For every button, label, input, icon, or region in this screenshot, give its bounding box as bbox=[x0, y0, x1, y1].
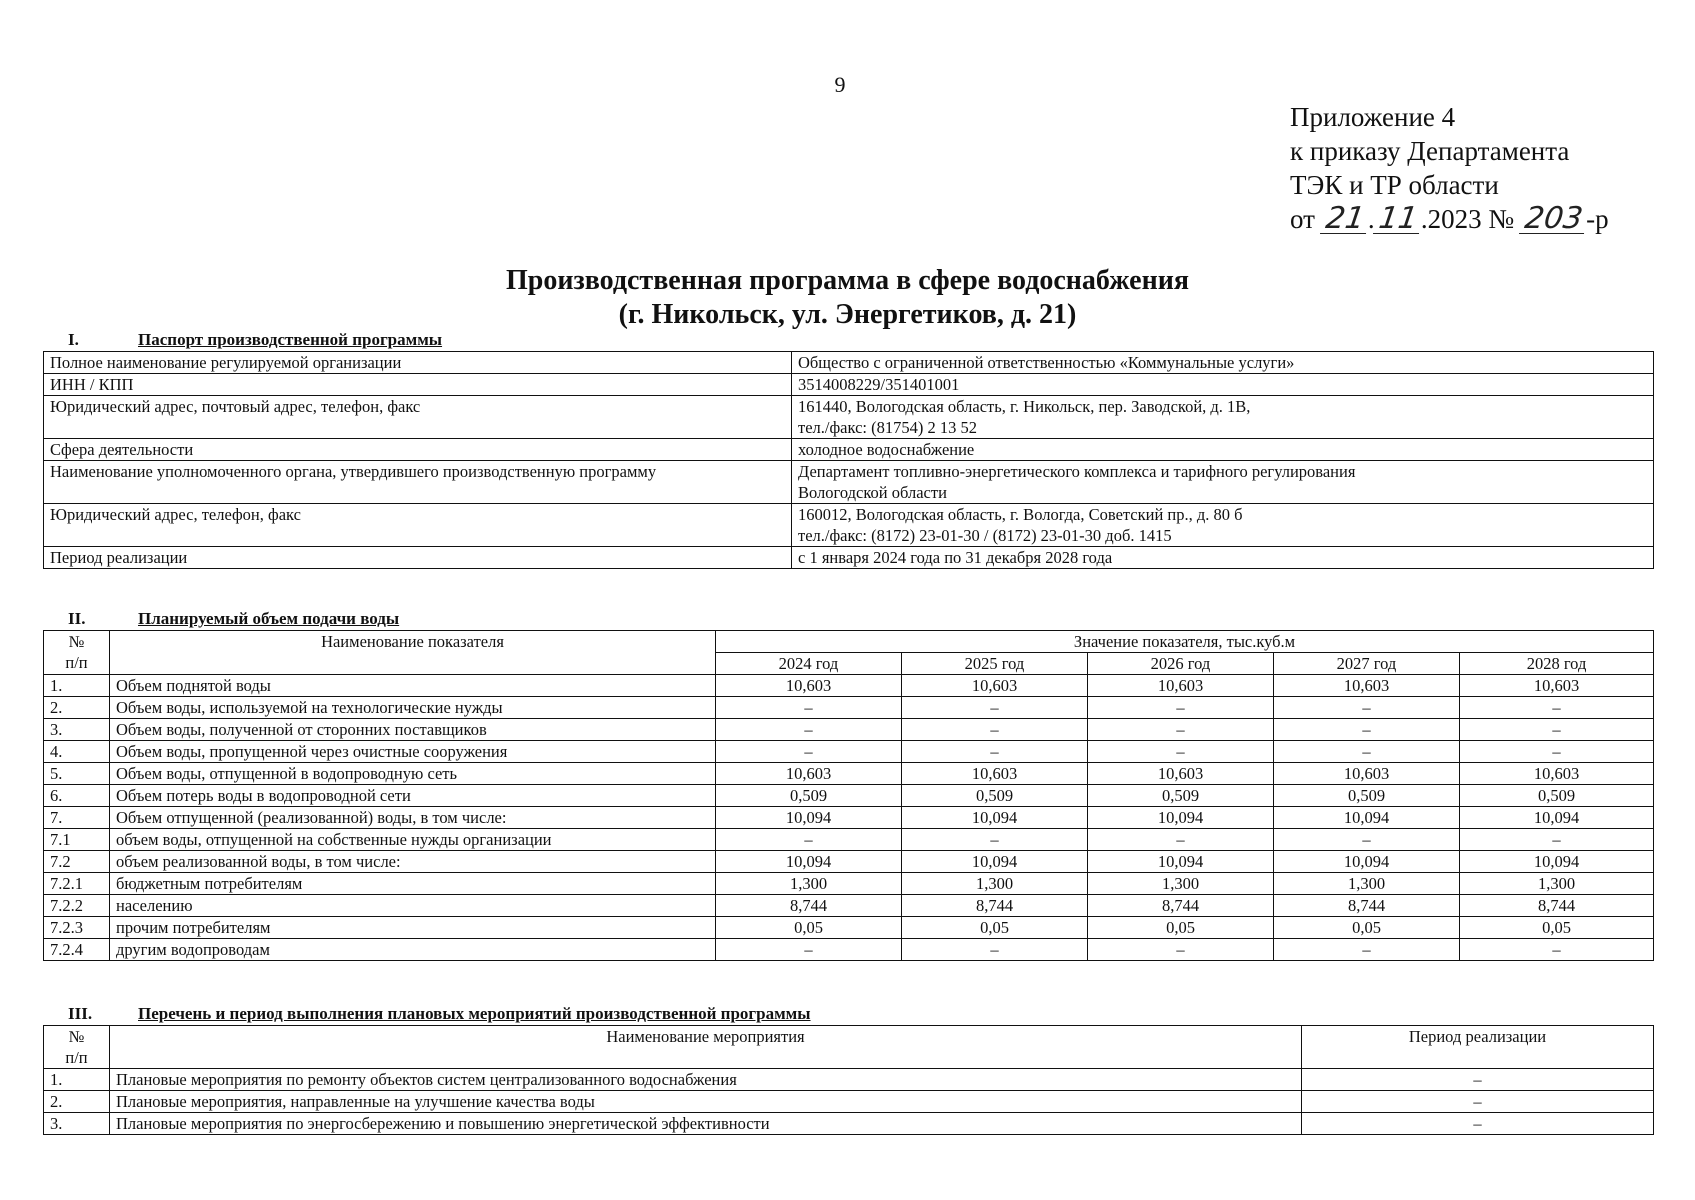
appendix-line-3: ТЭК и ТР области bbox=[1290, 170, 1499, 200]
passport-value-line: 160012, Вологодская область, г. Вологда, Советский пр., д. 80 б bbox=[798, 505, 1243, 524]
indicator-value: – bbox=[1088, 939, 1274, 961]
indicator-value: – bbox=[716, 829, 902, 851]
table-row bbox=[44, 1069, 1654, 1091]
indicator-value: 8,744 bbox=[1274, 895, 1460, 917]
indicator-name: объем реализованной воды, в том числе: bbox=[110, 851, 716, 873]
table-row bbox=[44, 741, 1654, 763]
indicator-value: – bbox=[716, 719, 902, 741]
indicator-value: 10,603 bbox=[902, 675, 1088, 697]
section-3-heading bbox=[68, 1004, 811, 1024]
handwritten-order-number: 203 bbox=[1519, 205, 1588, 234]
document-subtitle: (г. Никольск, ул. Энергетиков, д. 21) bbox=[618, 299, 1077, 330]
row-number: 4. bbox=[44, 741, 110, 763]
indicator-value: – bbox=[1088, 697, 1274, 719]
indicator-value: 10,603 bbox=[1460, 675, 1654, 697]
indicator-value: 0,05 bbox=[902, 917, 1088, 939]
section-3-title: Перечень и период выполнения плановых мероприятий производственной программы bbox=[138, 1004, 811, 1023]
row-number: 3. bbox=[44, 719, 110, 741]
indicator-name: населению bbox=[110, 895, 716, 917]
row-number: 2. bbox=[44, 1091, 110, 1113]
indicator-value: – bbox=[902, 939, 1088, 961]
appendix-year-part: .2023 № bbox=[1420, 204, 1515, 234]
indicator-value: 1,300 bbox=[1274, 873, 1460, 895]
col-header-indicator-name: Наименование показателя bbox=[110, 631, 716, 675]
indicator-value: 1,300 bbox=[902, 873, 1088, 895]
indicator-name: Объем воды, используемой на технологические нужды bbox=[110, 697, 716, 719]
indicator-value: 10,094 bbox=[1274, 807, 1460, 829]
row-number: 5. bbox=[44, 763, 110, 785]
col-header-measure-name: Наименование мероприятия bbox=[110, 1026, 1302, 1069]
indicator-value: – bbox=[1088, 741, 1274, 763]
indicator-value: – bbox=[1088, 829, 1274, 851]
indicator-value: 0,05 bbox=[716, 917, 902, 939]
col-header-number: № п/п bbox=[44, 631, 110, 675]
indicator-value: – bbox=[902, 829, 1088, 851]
appendix-line-2: к приказу Департамента bbox=[1290, 136, 1570, 166]
indicator-name: бюджетным потребителям bbox=[110, 873, 716, 895]
table-row bbox=[44, 939, 1654, 961]
passport-label: Период реализации bbox=[44, 547, 792, 569]
indicator-value: – bbox=[1460, 939, 1654, 961]
indicator-name: прочим потребителям bbox=[110, 917, 716, 939]
section-1-number: I. bbox=[68, 330, 79, 349]
indicator-value: – bbox=[1088, 719, 1274, 741]
indicator-value: 10,603 bbox=[902, 763, 1088, 785]
measure-name: Плановые мероприятия по ремонту объектов систем централизованного водоснабжения bbox=[110, 1069, 1302, 1091]
indicator-value: 8,744 bbox=[1088, 895, 1274, 917]
indicator-name: Объем потерь воды в водопроводной сети bbox=[110, 785, 716, 807]
indicator-value: 10,094 bbox=[1088, 807, 1274, 829]
passport-table bbox=[43, 351, 1654, 569]
indicator-value: 10,094 bbox=[902, 851, 1088, 873]
table-row bbox=[44, 697, 1654, 719]
document-title: Производственная программа в сфере водоснабжения bbox=[505, 265, 1190, 296]
table-row bbox=[44, 439, 1654, 461]
table-row bbox=[44, 374, 1654, 396]
indicator-value: – bbox=[1274, 939, 1460, 961]
table-row bbox=[44, 352, 1654, 374]
measure-period: – bbox=[1302, 1113, 1654, 1135]
indicator-name: Объем поднятой воды bbox=[110, 675, 716, 697]
passport-value-line: 3514008229/351401001 bbox=[798, 375, 960, 394]
indicator-value: 1,300 bbox=[1460, 873, 1654, 895]
indicator-value: 10,094 bbox=[1274, 851, 1460, 873]
passport-value bbox=[792, 504, 1654, 547]
indicator-value: – bbox=[902, 697, 1088, 719]
passport-value-line: Общество с ограниченной ответственностью «Коммунальные услуги» bbox=[798, 353, 1295, 372]
indicator-value: 0,509 bbox=[1460, 785, 1654, 807]
indicator-value: – bbox=[1274, 829, 1460, 851]
col-header-year: 2025 год bbox=[902, 653, 1088, 675]
row-number: 7.2.1 bbox=[44, 873, 110, 895]
row-number: 6. bbox=[44, 785, 110, 807]
indicator-name: другим водопроводам bbox=[110, 939, 716, 961]
indicator-value: 10,094 bbox=[902, 807, 1088, 829]
col-header-period: Период реализации bbox=[1302, 1026, 1654, 1069]
appendix-line-1: Приложение 4 bbox=[1290, 102, 1456, 132]
indicator-value: 10,603 bbox=[1274, 675, 1460, 697]
col-header-number: № п/п bbox=[44, 1026, 110, 1069]
table-row bbox=[44, 785, 1654, 807]
indicator-value: 10,094 bbox=[1088, 851, 1274, 873]
row-number: 7.1 bbox=[44, 829, 110, 851]
measure-period: – bbox=[1302, 1091, 1654, 1113]
indicator-value: 10,094 bbox=[1460, 851, 1654, 873]
passport-value bbox=[792, 352, 1654, 374]
indicator-value: – bbox=[1274, 719, 1460, 741]
indicator-value: – bbox=[1460, 719, 1654, 741]
table-row bbox=[44, 1091, 1654, 1113]
passport-label: Сфера деятельности bbox=[44, 439, 792, 461]
section-2-title: Планируемый объем подачи воды bbox=[138, 609, 400, 628]
measures-table bbox=[43, 1025, 1654, 1135]
water-volume-table bbox=[43, 630, 1654, 961]
passport-value-line: тел./факс: (8172) 23-01-30 / (8172) 23-01-30 доб. 1415 bbox=[798, 526, 1172, 545]
page-number: 9 bbox=[834, 72, 846, 97]
table-row bbox=[44, 851, 1654, 873]
table-row bbox=[44, 396, 1654, 439]
appendix-block bbox=[1290, 100, 1609, 236]
indicator-value: – bbox=[1274, 697, 1460, 719]
row-number: 7.2.2 bbox=[44, 895, 110, 917]
appendix-suffix: -р bbox=[1586, 204, 1609, 234]
indicator-value: – bbox=[716, 939, 902, 961]
section-2-heading bbox=[68, 609, 399, 629]
table-row bbox=[44, 917, 1654, 939]
indicator-value: 0,509 bbox=[716, 785, 902, 807]
table-row bbox=[44, 895, 1654, 917]
indicator-value: 0,509 bbox=[1088, 785, 1274, 807]
indicator-value: 0,509 bbox=[902, 785, 1088, 807]
table-row bbox=[44, 719, 1654, 741]
indicator-value: – bbox=[716, 697, 902, 719]
passport-value-line: Департамент топливно-энергетического комплекса и тарифного регулирования bbox=[798, 462, 1356, 481]
indicator-value: 10,603 bbox=[1088, 763, 1274, 785]
section-1-title: Паспорт производственной программы bbox=[138, 330, 443, 349]
passport-value bbox=[792, 374, 1654, 396]
passport-value bbox=[792, 439, 1654, 461]
appendix-order-line: от 21.11.2023 № 203-р bbox=[1290, 201, 1609, 236]
passport-label: Наименование уполномоченного органа, утвердившего производственную программу bbox=[44, 461, 792, 504]
table-row bbox=[44, 829, 1654, 851]
measure-name: Плановые мероприятия по энергосбережению и повышению энергетической эффективности bbox=[110, 1113, 1302, 1135]
row-number: 2. bbox=[44, 697, 110, 719]
indicator-value: 10,603 bbox=[1460, 763, 1654, 785]
indicator-value: 8,744 bbox=[902, 895, 1088, 917]
col-header-value-group: Значение показателя, тыс.куб.м bbox=[716, 631, 1654, 653]
indicator-value: 10,094 bbox=[1460, 807, 1654, 829]
measure-name: Плановые мероприятия, направленные на улучшение качества воды bbox=[110, 1091, 1302, 1113]
row-number: 7. bbox=[44, 807, 110, 829]
passport-label: Полное наименование регулируемой организации bbox=[44, 352, 792, 374]
passport-value-line: Вологодской области bbox=[798, 483, 947, 502]
indicator-value: 10,094 bbox=[716, 807, 902, 829]
indicator-value: 8,744 bbox=[1460, 895, 1654, 917]
indicator-value: 0,05 bbox=[1088, 917, 1274, 939]
appendix-date-prefix: от bbox=[1290, 204, 1315, 234]
row-number: 1. bbox=[44, 675, 110, 697]
indicator-name: Объем воды, пропущенной через очистные сооружения bbox=[110, 741, 716, 763]
indicator-value: 10,603 bbox=[1088, 675, 1274, 697]
indicator-value: – bbox=[1274, 741, 1460, 763]
indicator-value: – bbox=[1460, 829, 1654, 851]
passport-value bbox=[792, 396, 1654, 439]
table-row bbox=[44, 763, 1654, 785]
indicator-value: 8,744 bbox=[716, 895, 902, 917]
indicator-value: 10,603 bbox=[716, 675, 902, 697]
table-row bbox=[44, 461, 1654, 504]
table-row bbox=[44, 807, 1654, 829]
indicator-value: – bbox=[1460, 697, 1654, 719]
indicator-value: 1,300 bbox=[1088, 873, 1274, 895]
indicator-name: Объем воды, отпущенной в водопроводную сеть bbox=[110, 763, 716, 785]
section-2-number: II. bbox=[68, 609, 86, 628]
indicator-value: – bbox=[1460, 741, 1654, 763]
passport-value-line: с 1 января 2024 года по 31 декабря 2028 года bbox=[798, 548, 1113, 567]
passport-value-line: тел./факс: (81754) 2 13 52 bbox=[798, 418, 977, 437]
section-1-heading bbox=[68, 330, 442, 350]
passport-label: ИНН / КПП bbox=[44, 374, 792, 396]
indicator-value: 10,603 bbox=[1274, 763, 1460, 785]
passport-value-line: холодное водоснабжение bbox=[798, 440, 975, 459]
passport-value bbox=[792, 461, 1654, 504]
indicator-value: 0,509 bbox=[1274, 785, 1460, 807]
table-row bbox=[44, 1113, 1654, 1135]
measure-period: – bbox=[1302, 1069, 1654, 1091]
indicator-value: – bbox=[716, 741, 902, 763]
row-number: 7.2 bbox=[44, 851, 110, 873]
col-header-year: 2024 год bbox=[716, 653, 902, 675]
col-header-year: 2028 год bbox=[1460, 653, 1654, 675]
passport-label: Юридический адрес, телефон, факс bbox=[44, 504, 792, 547]
table-row bbox=[44, 675, 1654, 697]
table-row bbox=[44, 504, 1654, 547]
indicator-value: 10,094 bbox=[716, 851, 902, 873]
passport-label: Юридический адрес, почтовый адрес, телефон, факс bbox=[44, 396, 792, 439]
handwritten-month: 11 bbox=[1373, 205, 1423, 234]
passport-value bbox=[792, 547, 1654, 569]
table-row bbox=[44, 547, 1654, 569]
table-row bbox=[44, 873, 1654, 895]
table-header-row bbox=[44, 1026, 1654, 1069]
passport-value-line: 161440, Вологодская область, г. Никольск, пер. Заводской, д. 1В, bbox=[798, 397, 1251, 416]
table-header-row bbox=[44, 631, 1654, 653]
handwritten-day: 21 bbox=[1320, 205, 1370, 234]
indicator-value: 0,05 bbox=[1460, 917, 1654, 939]
row-number: 3. bbox=[44, 1113, 110, 1135]
row-number: 7.2.4 bbox=[44, 939, 110, 961]
indicator-value: 0,05 bbox=[1274, 917, 1460, 939]
col-header-year: 2026 год bbox=[1088, 653, 1274, 675]
section-3-number: III. bbox=[68, 1004, 93, 1023]
indicator-name: объем воды, отпущенной на собственные нужды организации bbox=[110, 829, 716, 851]
indicator-name: Объем воды, полученной от сторонних поставщиков bbox=[110, 719, 716, 741]
indicator-value: 10,603 bbox=[716, 763, 902, 785]
col-header-year: 2027 год bbox=[1274, 653, 1460, 675]
indicator-name: Объем отпущенной (реализованной) воды, в том числе: bbox=[110, 807, 716, 829]
indicator-value: 1,300 bbox=[716, 873, 902, 895]
row-number: 1. bbox=[44, 1069, 110, 1091]
indicator-value: – bbox=[902, 741, 1088, 763]
row-number: 7.2.3 bbox=[44, 917, 110, 939]
indicator-value: – bbox=[902, 719, 1088, 741]
